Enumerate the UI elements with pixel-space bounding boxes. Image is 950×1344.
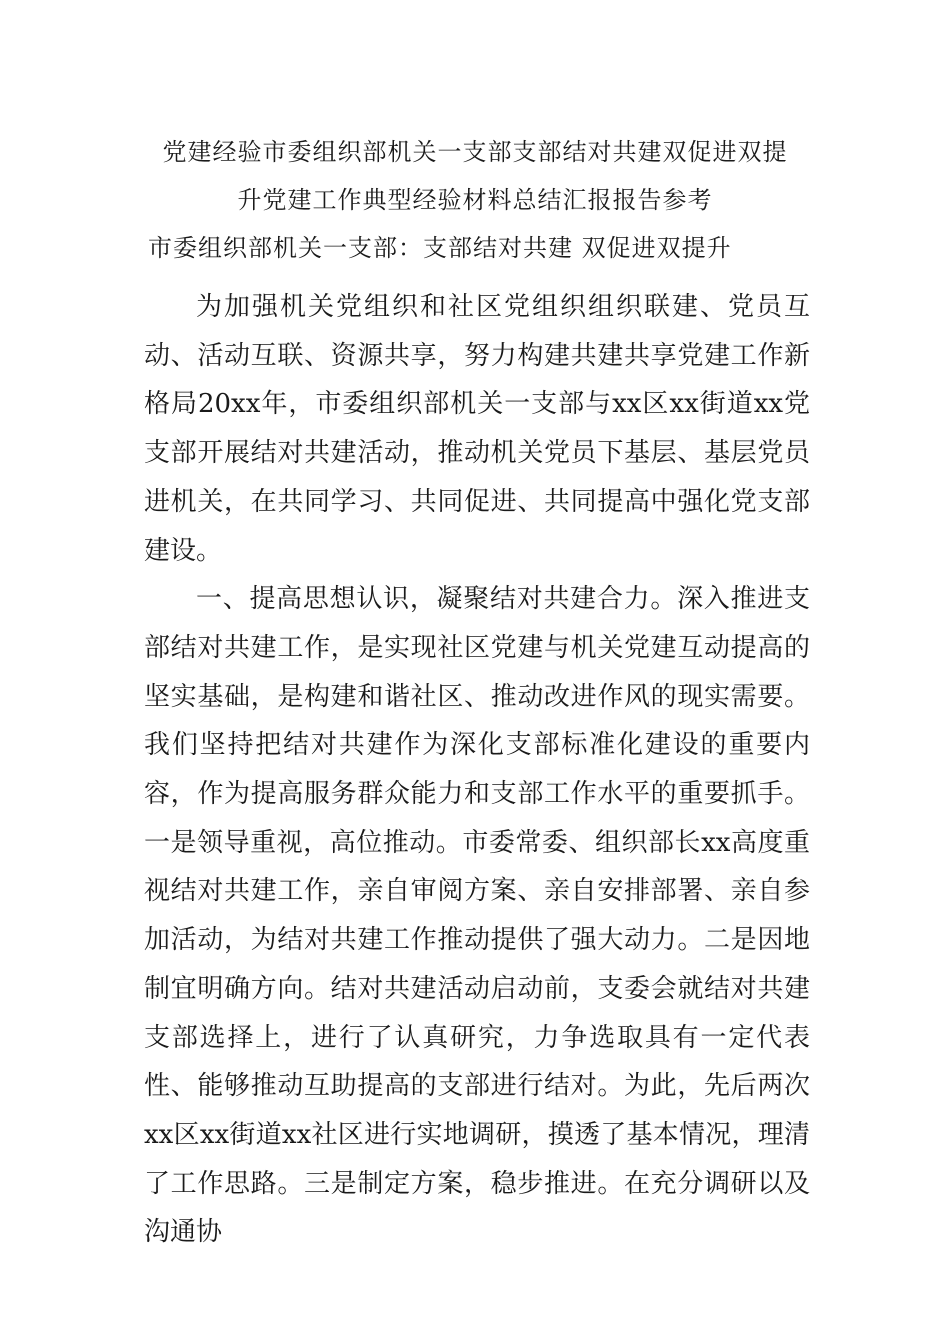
paragraph-section-1: 一、提高思想认识，凝聚结对共建合力。深入推进支部结对共建工作，是实现社区党建与机关党建互动提高的坚实基础，是构建和谐社区、推动改进作风的现实需要。我们坚持把结对共建作为深化支部标准化建设的重要内容，作为提高服务群众能力和支部工作水平的重要抓手。一是领导重视，高位推动。市委常委、组织部长xx高度重视结对共建工作，亲自审阅方案、亲自安排部署、亲自参加活动，为结对共建工作推动提供了强大动力。二是因地制宜明确方向。结对共建活动启动前，支委会就结对共建支部选择上，进行了认真研究，力争选取具有一定代表性、能够推动互助提高的支部进行结对。为此，先后两次xx区xx街道xx社区进行实地调研，摸透了基本情况，理清了工作思路。三是制定方案，稳步推进。在充分调研以及沟通协 bbox=[144, 584, 810, 1248]
paragraph-intro: 为加强机关党组织和社区党组织组织联建、党员互动、活动互联、资源共享，努力构建共建共享党建工作新格局20xx年，市委组织部机关一支部与xx区xx街道xx党支部开展结对共建活动，推动机关党员下基层、基层党员进机关，在共同学习、共同促进、共同提高中强化党支部建设。 bbox=[144, 292, 810, 566]
document-subtitle: 市委组织部机关一支部：支部结对共建 双促进双提升 bbox=[148, 234, 732, 262]
document-title-line-2: 升党建工作典型经验材料总结汇报报告参考 bbox=[237, 186, 713, 214]
document-body bbox=[144, 283, 810, 1257]
document-title-line-1: 党建经验市委组织部机关一支部支部结对共建双促进双提 bbox=[162, 138, 788, 166]
